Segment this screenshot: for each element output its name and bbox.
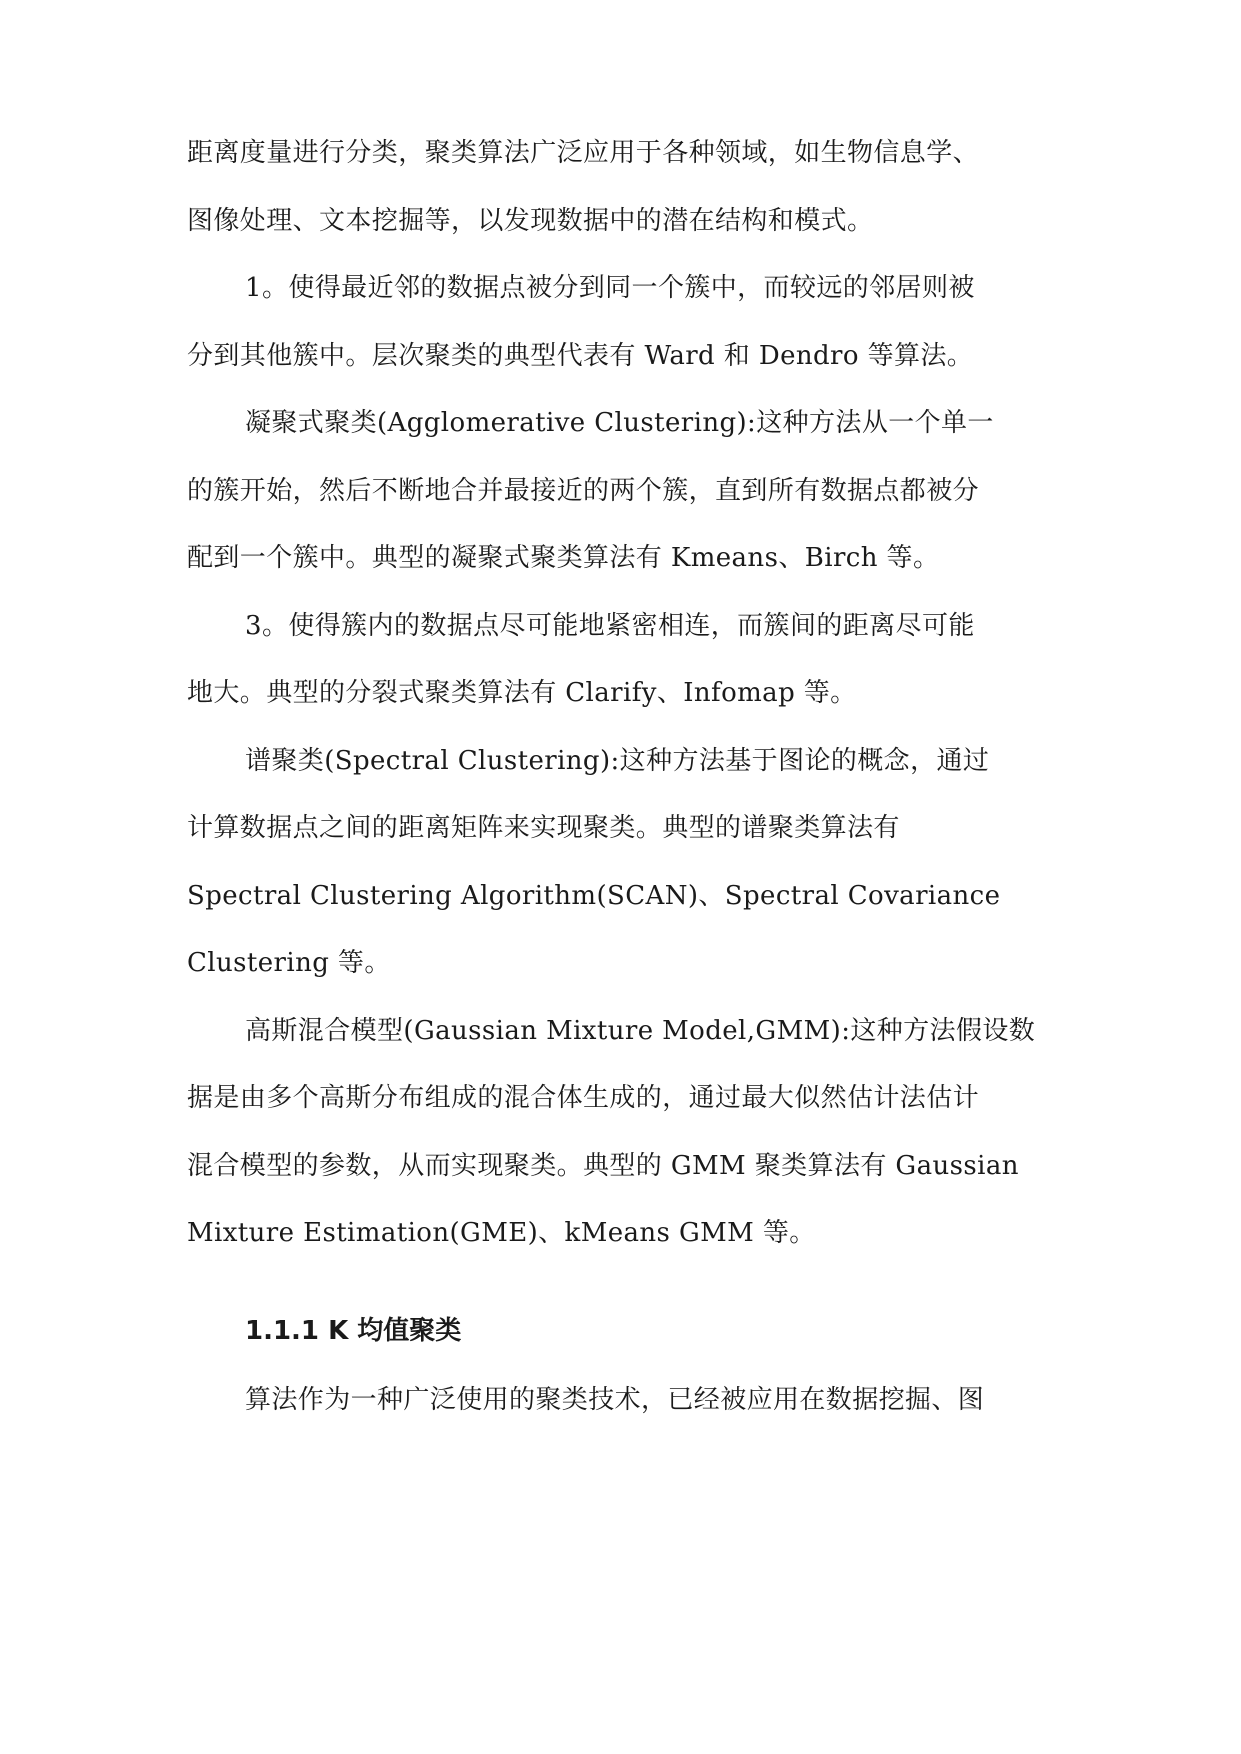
paragraph-line: 图像处理、文本挖掘等，以发现数据中的潜在结构和模式。 <box>187 206 874 236</box>
paragraph-line: 的簇开始，然后不断地合并最接近的两个簇，直到所有数据点都被分 <box>187 476 980 506</box>
paragraph-line: Clustering 等。 <box>187 948 391 978</box>
paragraph-line: Mixture Estimation(GME)、kMeans GMM 等。 <box>187 1218 816 1248</box>
paragraph-line: 1。使得最近邻的数据点被分到同一个簇中，而较远的邻居则被 <box>245 273 975 303</box>
paragraph-line: 混合模型的参数，从而实现聚类。典型的 GMM 聚类算法有 Gaussian <box>187 1151 1019 1181</box>
paragraph-line: 距离度量进行分类，聚类算法广泛应用于各种领域，如生物信息学、 <box>187 138 980 168</box>
paragraph-line: 谱聚类(Spectral Clustering):这种方法基于图论的概念，通过 <box>245 746 990 776</box>
section-heading: 1.1.1 K 均值聚类 <box>245 1316 462 1346</box>
paragraph-line: 算法作为一种广泛使用的聚类技术，已经被应用在数据挖掘、图 <box>245 1385 985 1415</box>
paragraph-line: 分到其他簇中。层次聚类的典型代表有 Ward 和 Dendro 等算法。 <box>187 341 974 371</box>
paragraph-line: 地大。典型的分裂式聚类算法有 Clarify、Infomap 等。 <box>187 678 857 708</box>
paragraph-line: Spectral Clustering Algorithm(SCAN)、Spectral Covariance <box>187 881 1001 911</box>
paragraph-line: 计算数据点之间的距离矩阵来实现聚类。典型的谱聚类算法有 <box>187 813 900 843</box>
paragraph-line: 配到一个簇中。典型的凝聚式聚类算法有 Kmeans、Birch 等。 <box>187 543 940 573</box>
paragraph-line: 凝聚式聚类(Agglomerative Clustering):这种方法从一个单一 <box>245 408 994 438</box>
paragraph-line: 高斯混合模型(Gaussian Mixture Model,GMM):这种方法假设数 <box>245 1016 1036 1046</box>
paragraph-line: 据是由多个高斯分布组成的混合体生成的，通过最大似然估计法估计 <box>187 1083 980 1113</box>
paragraph-line: 3。使得簇内的数据点尽可能地紧密相连，而簇间的距离尽可能 <box>245 611 975 641</box>
